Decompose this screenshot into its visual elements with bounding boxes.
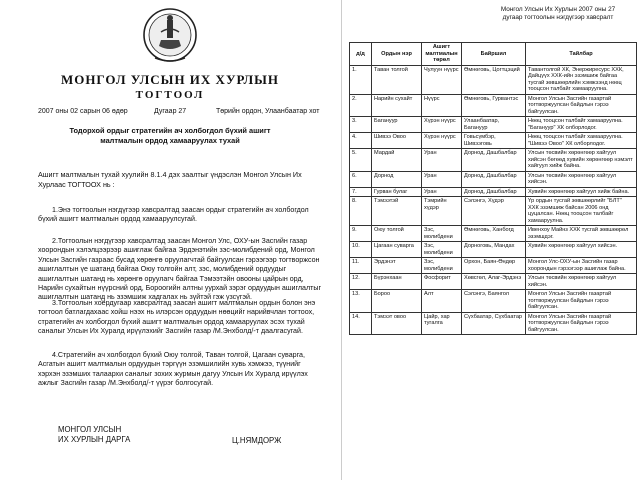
table-cell: Орхон, Баян-Өндөр <box>462 258 526 274</box>
title-line-2: ТОГТООЛ <box>135 89 205 101</box>
table-cell: Цагаан суварга <box>372 242 422 258</box>
table-cell: Зэс, молибдени <box>422 226 462 242</box>
column-header: Ордын нэр <box>372 43 422 66</box>
table-cell: Дорнод <box>372 171 422 187</box>
table-cell: Монгол Улсын Засгийн газартай тогтворжуулсан байдлын гэрээ байгуулсан. <box>526 94 637 117</box>
table-cell: Нөөц тооцсон талбайг хамааруулна. "Шивээ Овоо" ХК олборлодог. <box>526 133 637 149</box>
table-cell: Улсын төсвийн хөрөнгөөр хайгуул хийсэн бөгөөд хувийн хөрөнгөөр нэмэлт хайгуул хийж байна. <box>526 149 637 172</box>
resolution-subject: Тодорхой ордыг стратегийн ач холбогдол бүхий ашигт малтмалын ордод хамааруулах тухай <box>69 126 271 145</box>
table-cell: Хөвсгөл, Алаг-Эрдэнэ <box>462 274 526 290</box>
paragraph-2: 2.Тогтоолын нэгдүгээр хавсралтад заасан Монгол Улс, ОХУ-ын Засгийн газар хоорондын хэлэлцээрээр ашиглаж байгаа Эрдэнэтийн зэс-молибдений орд, Монгол Улсын Засгийн газраас бусад хөрөнгө оруулагчтай байгуулсан гэрээгээр тогтворжсон ашиглалтын үе шатанд байгаа Оюу толгойн алт, зэс, молибдений ордуудыг ашиглалтын шатанд нь хөрөнгө оруулагч байгаа Тэмээтэйн овооны цайрын орд, Нарийн сухайтын нүүрсний орд, Бороогийн алтны уурхай зэрэг ордуудын ашиглалтыг ашиглалтын шатанд нь эзэмшиж хадгалах нь зүйтэй гэж үзсүгэй. <box>38 237 322 302</box>
paragraph-4: 4.Стратегийн ач холбогдол бүхий Оюу толгой, Таван толгой, Цагаан суварга, Асгатын ашигт малтмалын ордуудын тэргүүн эзэмшилийн хувь хэмжээ, түүнийг хэрхэн эзэмших талаархи саналыг зохих журмын дагуу Улсын Их Хуралд ирүүлэх ажлыг Засгийн газар /М.Энхболд/-т үүрэг болгосугай. <box>38 351 308 388</box>
table-row <box>350 197 637 226</box>
page-divider <box>341 0 342 480</box>
table-cell: Өмнөговь, Гурвантэс <box>462 94 526 117</box>
title-line-1: МОНГОЛ УЛСЫН ИХ ХУРЛЫН <box>60 72 280 87</box>
table-row <box>350 258 637 274</box>
table-cell: Цайр, хар тугалга <box>422 312 462 335</box>
table-cell: Өмнөговь, Цогтцэций <box>462 65 526 94</box>
table-row <box>350 133 637 149</box>
table-cell: Тавантолгой ХК, Энержиресурс ХХК, Дайцүүх ХХК-ийн эзэмшиж байгаа тусгай зөвшөөрлийн хэмжээнд нөөц тооцсон талбайг хамааруулна. <box>526 65 637 94</box>
annex-page <box>343 0 640 480</box>
number-text: Дугаар 27 <box>154 108 187 115</box>
table-cell: Дорноговь, Мандах <box>462 242 526 258</box>
table-cell: 5. <box>350 149 372 172</box>
table-cell: Ивенхоу Майнз ХХК тусгай зөвшөөрөл эзэмшдэг. <box>526 226 637 242</box>
intro-paragraph: Ашигт малтмалын тухай хуулийн 8.1.4 дэх заалтыг үндэслэн Монгол Улсын Их Хурлаас ТОГТООХ нь : <box>38 170 302 189</box>
table-cell: Улаанбаатар, Багануур <box>462 117 526 133</box>
table-row <box>350 274 637 290</box>
table-cell: Багануур <box>372 117 422 133</box>
table-cell: Монгол Улсын Засгийн газартай тогтворжуулсан байдлын гэрээ байгуулсан. <box>526 312 637 335</box>
table-cell: 10. <box>350 242 372 258</box>
table-cell: 13. <box>350 290 372 313</box>
table-row <box>350 312 637 335</box>
signature-block <box>58 425 130 445</box>
table-cell: 4. <box>350 133 372 149</box>
table-cell: Хувийн хөрөнгөөр хайгуул хийж байна. <box>526 187 637 197</box>
table-cell: 6. <box>350 171 372 187</box>
table-cell: Хүрэн нүүрс <box>422 133 462 149</box>
table-cell: Уран <box>422 171 462 187</box>
table-row <box>350 242 637 258</box>
table-row <box>350 117 637 133</box>
table-row <box>350 65 637 94</box>
table-cell: Тэмээтэй <box>372 197 422 226</box>
table-cell: 2. <box>350 94 372 117</box>
table-cell: 9. <box>350 226 372 242</box>
table-cell: Тэмээт овоо <box>372 312 422 335</box>
table-cell: Эрдэнэт <box>372 258 422 274</box>
column-header: Тайлбар <box>526 43 637 66</box>
table-cell: 12. <box>350 274 372 290</box>
table-cell: 7. <box>350 187 372 197</box>
table-cell: Говьсүмбэр, Шивээговь <box>462 133 526 149</box>
table-cell: Уран <box>422 149 462 172</box>
table-cell: Бүрэнхаан <box>372 274 422 290</box>
table-row <box>350 290 637 313</box>
table-cell: Монгол Улсын Засгийн газартай тогтворжуулсан байдлын гэрээ байгуулсан. <box>526 290 637 313</box>
table-cell: Бороо <box>372 290 422 313</box>
paragraph-1: 1.Энэ тогтоолын нэгдүгээр хавсралтад заасан ордыг стратегийн ач холбогдол бүхий ашигт малтмалын ордод хамааруулсугай. <box>38 206 309 224</box>
table-cell: Гурван булаг <box>372 187 422 197</box>
column-header: Байршил <box>462 43 526 66</box>
deposits-table <box>349 42 637 335</box>
table-cell: Шивээ Овоо <box>372 133 422 149</box>
table-cell: 11. <box>350 258 372 274</box>
table-row <box>350 149 637 172</box>
table-cell: Дорнод, Дашбалбар <box>462 187 526 197</box>
table-cell: Тэмрийн хүдэр <box>422 197 462 226</box>
signature-line-1: МОНГОЛ УЛСЫН <box>58 425 122 434</box>
table-cell: Нүүрс <box>422 94 462 117</box>
table-cell: 8. <box>350 197 372 226</box>
table-cell: Дорнод, Дашбалбар <box>462 149 526 172</box>
table-cell: Үр ордын тусгай зөвшөөрлийг "БЛТ" ХХК эзэмшиж байсан 2006 онд цуцалсан. Нөөц тооцсон талбайг хамааруулна. <box>526 197 637 226</box>
table-row <box>350 187 637 197</box>
table-cell: Фосфорит <box>422 274 462 290</box>
table-row <box>350 94 637 117</box>
table-cell: Өмнөговь, Ханбогд <box>462 226 526 242</box>
table-row <box>350 226 637 242</box>
annex-header <box>478 6 638 22</box>
table-cell: 1. <box>350 65 372 94</box>
state-emblem-icon <box>141 6 199 66</box>
table-row <box>350 171 637 187</box>
paragraph-3: 3.Тогтоолын хоёрдугаар хавсралтад заасан ашигт малтмалын ордын болон энэ тогтоол батлагдахаас хойш нээх нь илэрсэн ордуудын нөөцийг нарийвчлан тогтоох, стратегийн ач холбогдол бүхий ашигт малтмалын ордод хамааруулах эсэх тухай саналыг Улсын Их Хуралд ирүүлэхийг Засгийн газар /М.Энхболд/-т даалгасугай. <box>38 299 316 336</box>
signature-line-2: ИХ ХУРЛЫН ДАРГА <box>58 435 131 444</box>
annex-header-line-1: Монгол Улсын Их Хурлын 2007 оны 27 <box>500 6 616 13</box>
table-cell: Зэс, молибдени <box>422 242 462 258</box>
table-cell: Сэлэнгэ, Баянгол <box>462 290 526 313</box>
column-header: Ашигт малтмалын төрөл <box>422 43 462 66</box>
table-cell: Монгол Улс-ОХУ-ын Засгийн газар хоорондын гэрээгээр ашиглаж байна. <box>526 258 637 274</box>
table-cell: Хувийн хөрөнгөөр хайгуул хийсэн. <box>526 242 637 258</box>
table-cell: Улсын төсвийн хөрөнгөөр хайгуул хийсэн. <box>526 171 637 187</box>
table-cell: Алт <box>422 290 462 313</box>
table-cell: Уран <box>422 187 462 197</box>
table-header-row <box>350 43 637 66</box>
table-cell: Нөөц тооцсон талбайг хамааруулна. "Багануур" ХК олборлодог. <box>526 117 637 133</box>
signer-name: Ц.НЯМДОРЖ <box>232 436 282 445</box>
table-cell: Зэс, молибдени <box>422 258 462 274</box>
table-cell: Оюу толгой <box>372 226 422 242</box>
table-cell: 14. <box>350 312 372 335</box>
table-cell: Чулуун нүүрс <box>422 65 462 94</box>
table-cell: Сэлэнгэ, Хүдэр <box>462 197 526 226</box>
table-cell: Хүрэн нүүрс <box>422 117 462 133</box>
column-header: д/д <box>350 43 372 66</box>
annex-header-line-2: дугаар тогтоолын нэгдүгээр хавсралт <box>502 14 614 21</box>
table-cell: Нарийн сухайт <box>372 94 422 117</box>
table-cell: Сүхбаатар, Сүхбаатар <box>462 312 526 335</box>
table-cell: Улсын төсвийн хөрөнгөөр хайгуул хийсэн. <box>526 274 637 290</box>
table-cell: Дорнод, Дашбалбар <box>462 171 526 187</box>
date-text: 2007 оны 02 сарын 06 өдөр <box>38 108 128 115</box>
table-cell: Мардай <box>372 149 422 172</box>
table-cell: Таван толгой <box>372 65 422 94</box>
table-cell: 3. <box>350 117 372 133</box>
place-text: Төрийн ордон, Улаанбаатар хот <box>216 108 320 115</box>
